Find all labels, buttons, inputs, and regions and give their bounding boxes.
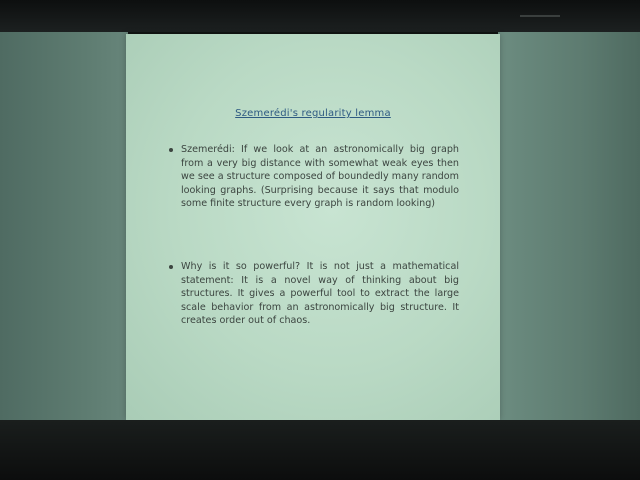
- right-wall: [498, 32, 640, 422]
- bullet-text: Why is it so powerful? It is not just a mathematical statement: It is a novel way of thinking about big structures. It gives a powerful tool to extract the large scale behavior from an astronomically big structure. It creates order out of chaos.: [181, 261, 459, 327]
- bullet-item: [181, 143, 459, 211]
- bullet-text: Szemerédi: If we look at an astronomically big graph from a very big distance with somewhat weak eyes then we see a structure composed of boundedly many random looking graphs. (Surprising because it says that modulo some finite structure every graph is random looking): [181, 144, 459, 210]
- projection-screen: [126, 34, 500, 420]
- bullet-item: [181, 260, 459, 328]
- slide-title: Szemerédi's regularity lemma: [235, 108, 391, 119]
- bullet-dot-icon: [169, 265, 173, 269]
- left-wall: [0, 32, 128, 422]
- top-dark-band: [0, 0, 640, 32]
- bottom-dark-band: [0, 420, 640, 480]
- light-streak: [520, 15, 560, 17]
- bullet-dot-icon: [169, 148, 173, 152]
